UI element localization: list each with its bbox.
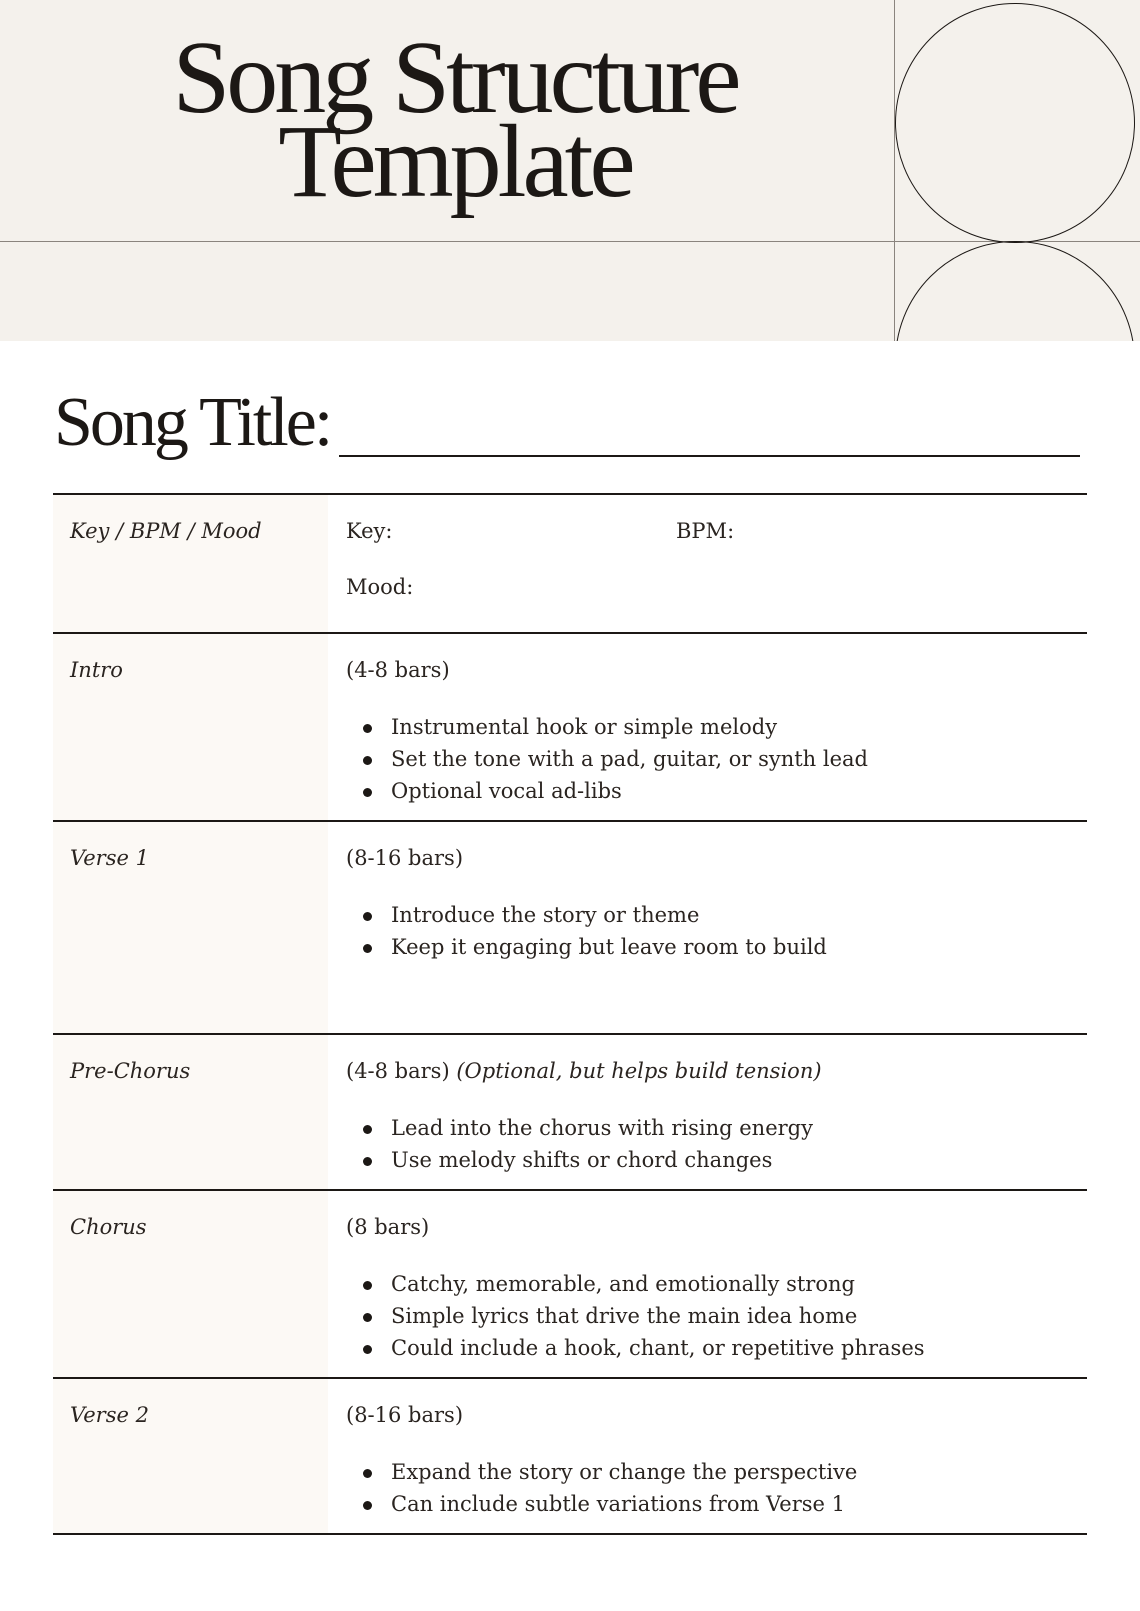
- bar-count: (8 bars): [346, 1215, 430, 1239]
- bar-count-line: [346, 1057, 1087, 1085]
- row-label: Chorus: [53, 1191, 328, 1377]
- list-item: Can include subtle variations from Verse 1: [346, 1488, 1087, 1520]
- bullet-list: [346, 711, 1087, 807]
- bullet-list: [346, 1112, 1087, 1176]
- bullet-list: [346, 1268, 1087, 1364]
- document-title-line-1: Song Structure: [172, 20, 738, 135]
- row-label: Intro: [53, 634, 328, 820]
- row-content: [328, 495, 1087, 632]
- bar-count-note: (Optional, but helps build tension): [456, 1059, 822, 1083]
- table-row-verse-1: [53, 820, 1087, 1033]
- song-title-label: Song Title:: [54, 384, 331, 461]
- header-horizontal-rule: [0, 241, 1140, 242]
- table-row-intro: [53, 632, 1087, 820]
- list-item: Set the tone with a pad, guitar, or synth lead: [346, 743, 1087, 775]
- decorative-circle-bottom: [895, 241, 1135, 341]
- row-content: [328, 1035, 1087, 1189]
- list-item: Simple lyrics that drive the main idea home: [346, 1300, 1087, 1332]
- document-title: [0, 20, 910, 219]
- list-item: Introduce the story or theme: [346, 899, 1087, 931]
- table-row-verse-2: [53, 1377, 1087, 1535]
- document-title-line-2: Template: [278, 104, 632, 219]
- bar-count: (8-16 bars): [346, 1403, 464, 1427]
- bar-count: (8-16 bars): [346, 846, 464, 870]
- bullet-list: [346, 1456, 1087, 1520]
- row-label: Verse 1: [53, 822, 328, 1033]
- row-content: [328, 1379, 1087, 1533]
- bar-count: (4-8 bars): [346, 658, 450, 682]
- header-band: [0, 0, 1140, 341]
- decorative-circle-top: [895, 3, 1135, 243]
- mood-field-label[interactable]: Mood:: [346, 575, 414, 599]
- table-row-key-bpm-mood: [53, 493, 1087, 632]
- table-row-pre-chorus: [53, 1033, 1087, 1189]
- list-item: Keep it engaging but leave room to build: [346, 931, 1087, 963]
- list-item: Catchy, memorable, and emotionally strong: [346, 1268, 1087, 1300]
- row-content: [328, 822, 1087, 1033]
- song-structure-table: [53, 493, 1087, 1535]
- bar-count: (4-8 bars): [346, 1059, 450, 1083]
- song-title-blank-line[interactable]: [339, 455, 1080, 457]
- row-label: Pre-Chorus: [53, 1035, 328, 1189]
- list-item: Use melody shifts or chord changes: [346, 1144, 1087, 1176]
- row-content: [328, 634, 1087, 820]
- bullet-list: [346, 899, 1087, 963]
- row-label: Key / BPM / Mood: [53, 495, 328, 632]
- list-item: Could include a hook, chant, or repetitive phrases: [346, 1332, 1087, 1364]
- bpm-field-label[interactable]: BPM:: [676, 519, 735, 543]
- row-content: [328, 1191, 1087, 1377]
- list-item: Expand the story or change the perspective: [346, 1456, 1087, 1488]
- key-field-label[interactable]: Key:: [346, 519, 393, 543]
- list-item: Optional vocal ad-libs: [346, 775, 1087, 807]
- key-bpm-line: [346, 517, 1087, 545]
- row-label: Verse 2: [53, 1379, 328, 1533]
- table-row-chorus: [53, 1189, 1087, 1377]
- list-item: Lead into the chorus with rising energy: [346, 1112, 1087, 1144]
- list-item: Instrumental hook or simple melody: [346, 711, 1087, 743]
